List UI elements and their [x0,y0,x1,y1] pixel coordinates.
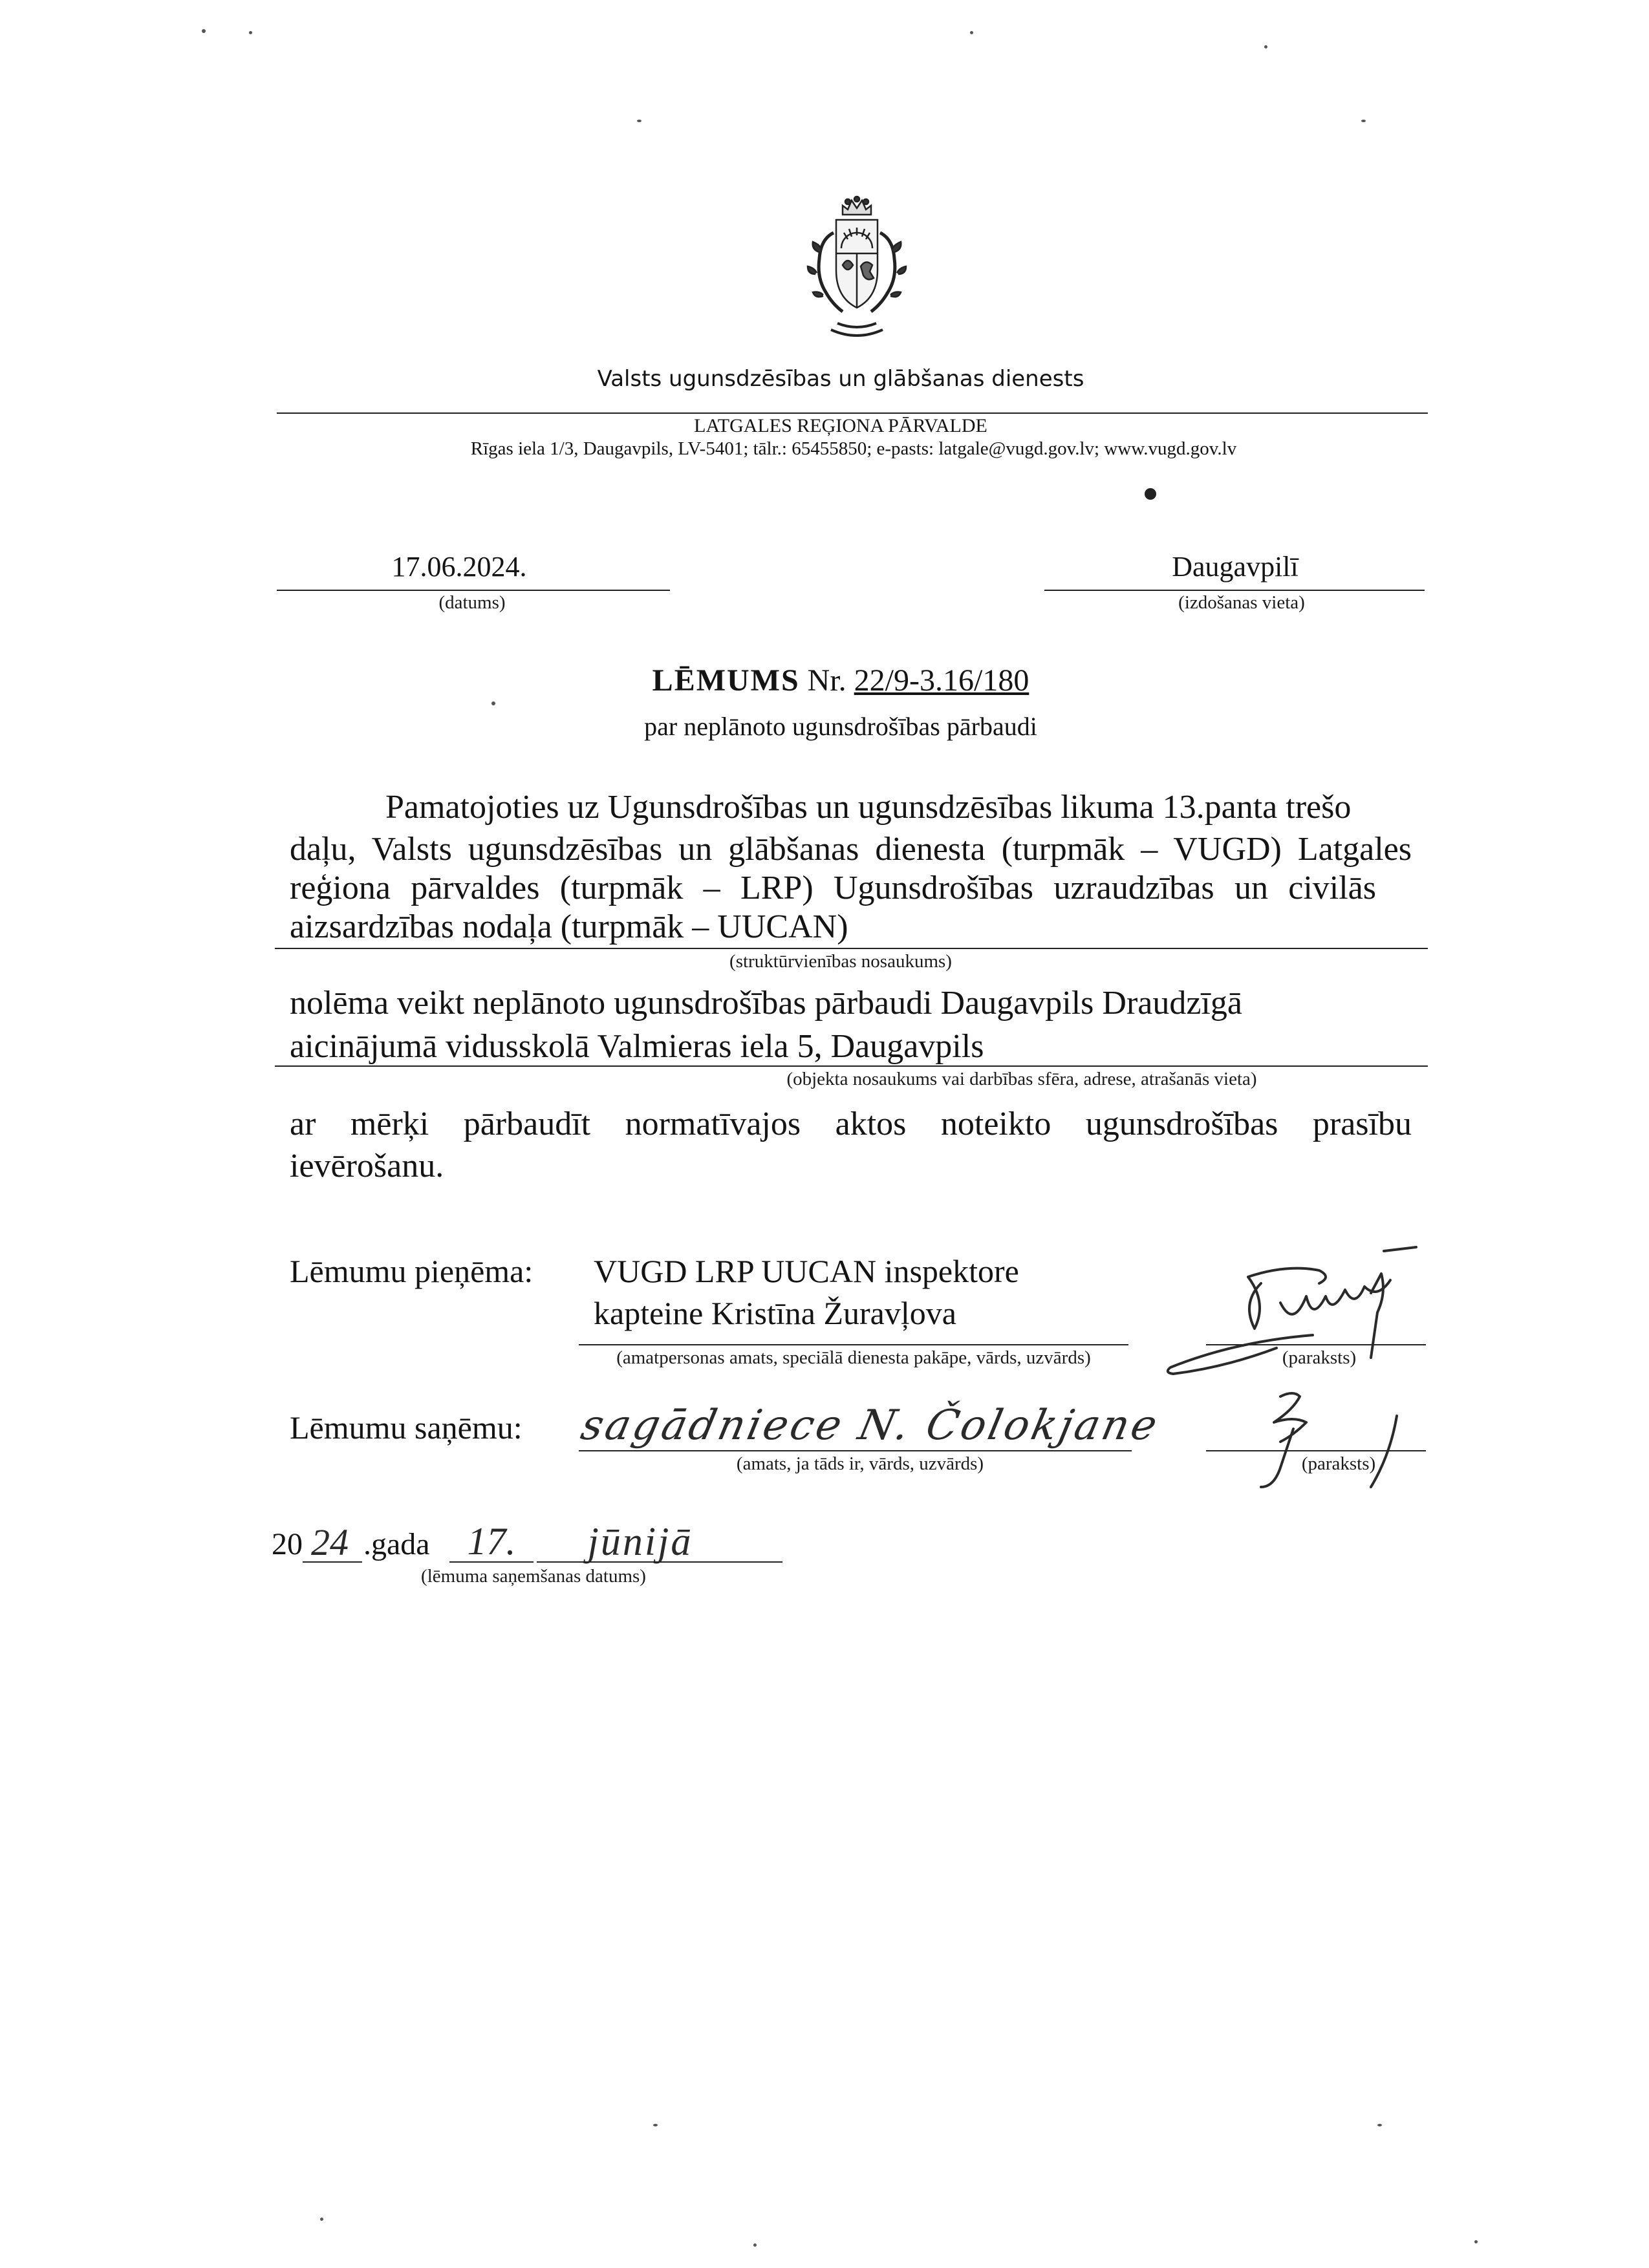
day-handwritten: 17. [467,1520,516,1563]
para2-line2: aicinājumā vidusskolā Valmieras iela 5, Daugavpils [290,1028,984,1065]
official-name: kapteine Kristīna Žuravļova [594,1295,956,1331]
title-word: LĒMUMS [652,663,800,698]
scan-speck [320,2218,323,2221]
coat-of-arms-emblem [805,194,909,356]
day-line [449,1561,534,1563]
scan-speck [637,120,641,122]
para1-line4: aizsardzības nodaļa (turpmāk – UUCAN) [290,908,848,945]
signature-caption-2: (paraksts) [1301,1453,1376,1474]
signature-caption-1: (paraksts) [1282,1347,1357,1368]
official-signature [1158,1245,1461,1393]
recipient-line [579,1450,1132,1451]
place-line [1044,590,1425,591]
date-caption: (datums) [438,592,506,613]
received-label: Lēmumu saņēmu: [290,1409,523,1446]
para1-line2: daļu, Valsts ugunsdzēsības un glābšanas dienesta (turpmāk – VUGD) Latgales [290,831,1412,868]
year-handwritten: 24 [311,1521,349,1563]
year-prefix: 20 [272,1527,303,1561]
scan-speck [202,29,206,33]
official-title: VUGD LRP UUCAN inspektore [594,1253,1019,1289]
scan-speck [1145,488,1156,500]
place-caption: (izdošanas vieta) [1178,592,1305,613]
title-number-prefix: Nr. [807,663,846,698]
object-line [275,1065,1428,1067]
official-caption: (amatpersonas amats, speciālā dienesta pakāpe, vārds, uzvārds) [616,1347,1091,1368]
decision-made-label: Lēmumu pieņēma: [290,1253,534,1289]
scan-speck [653,2124,658,2126]
agency-name: Valsts ugunsdzēsības un glābšanas dienests [597,366,1084,392]
scan-speck [1377,2124,1382,2126]
unit-caption: (struktūrvienības nosaukums) [729,951,952,972]
object-caption: (objekta nosaukums vai darbības sfēra, adrese, atrašanās vieta) [786,1069,1257,1089]
year-suffix: .gada [363,1527,430,1561]
scan-speck [1264,45,1267,48]
scan-speck [491,701,495,705]
scan-speck [753,2243,757,2247]
title-number: 22/9-3.16/180 [854,663,1029,698]
para1-line3: reģiona pārvaldes (turpmāk – LRP) Ugunsdrošības uzraudzības un civilās [290,870,1376,906]
month-handwritten: jūnijā [587,1520,693,1564]
decision-subtitle: par neplānoto ugunsdrošības pārbaudi [644,712,1037,741]
para3-line1: ar mērķi pārbaudīt normatīvajos aktos noteikto ugunsdrošības prasību [290,1106,1412,1142]
month-line [537,1561,782,1563]
recipient-caption: (amats, ja tāds ir, vārds, uzvārds) [736,1453,984,1474]
official-line [579,1344,1128,1345]
recipient-name-handwritten: sagādniece N. Čolokjane [577,1402,1164,1450]
date-line [277,590,670,591]
decision-title [582,663,1099,698]
issue-date: 17.06.2024. [391,551,527,583]
contact-details: Rīgas iela 1/3, Daugavpils, LV-5401; tālr.: 65455850; e-pasts: latgale@vugd.gov.lv; www.vugd.gov.lv [470,438,1237,459]
unit-line [275,948,1428,949]
region-name: LATGALES REĢIONA PĀRVALDE [694,415,987,436]
para3-line2: ievērošanu. [290,1148,444,1184]
issue-place: Daugavpilī [1172,551,1299,583]
scan-speck [1474,2240,1478,2243]
scan-speck [1361,120,1366,122]
para2-line1: nolēma veikt neplānoto ugunsdrošības pārbaudi Daugavpils Draudzīgā [290,985,1242,1022]
recipient-signature [1229,1377,1442,1493]
header-rule [277,412,1428,414]
scan-speck [970,31,973,34]
para1-line1: Pamatojoties uz Ugunsdrošības un ugunsdzēsības likuma 13.panta trešo [385,789,1352,826]
receipt-date-caption: (lēmuma saņemšanas datums) [421,1566,646,1587]
year-line [303,1561,362,1563]
scan-speck [249,31,252,34]
